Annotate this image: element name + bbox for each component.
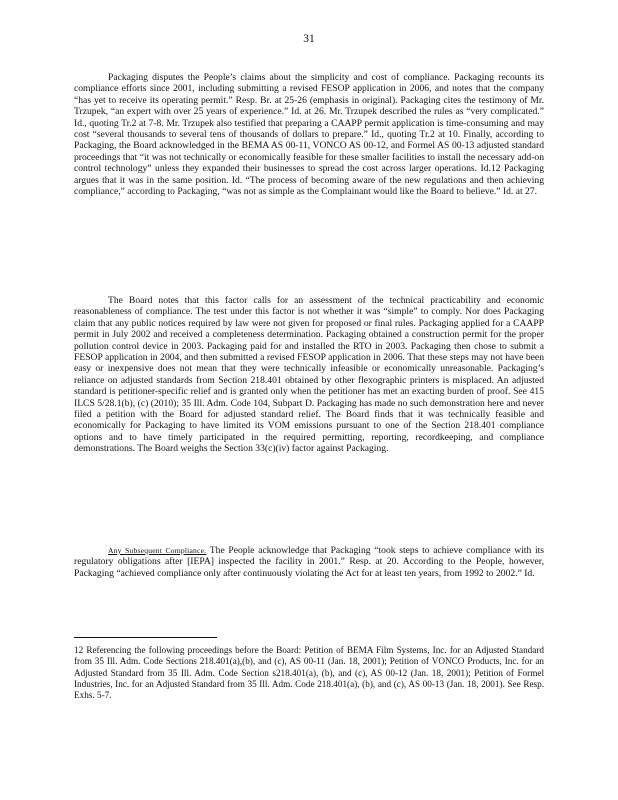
paragraph-board-notes [74, 295, 544, 455]
section-lead-heading: Any Subsequent Compliance. [108, 546, 207, 555]
paragraph-compliance-cost [74, 72, 544, 197]
footnote-separator [74, 637, 217, 638]
paragraph-text [74, 545, 544, 579]
paragraph-text: The Board notes that this factor calls for an assessment of the technical practicability and economic reasonableness of compliance. The test under this factor is not whether it was “simple” to comply. Nor does Packaging claim that any public notices required by law were not given for proposed or final rules. Packaging applied for a CAAPP permit in July 2002 and received a completeness determination. Packaging obtained a construction permit for the proper pollution control device in 2003. Packaging paid for and installed the RTO in 2003. Packaging then chose to submit a FESOP application in 2004, and then submitted a revised FESOP application in 2006. That these steps may not have been easy or inexpensive does not mean that they were technically infeasible or economically unreasonable. Packaging’s reliance on adjusted standards from Section 218.401 obtained by other flexographic printers is misplaced. An adjusted standard is petitioner-specific relief and is granted only when the petitioner has met an exacting burden of proof. See 415 ILCS 5/28.1(b), (c) (2010); 35 Ill. Adm. Code 104, Subpart D. Packaging has made no such demonstration here and never filed a petition with the Board for adjusted standard relief. The Board finds that it was technically feasible and economically for Packaging to have limited its VOM emissions pursuant to one of the Section 218.401 compliance options and to have timely participated in the required permitting, reporting, recordkeeping, and compliance demonstrations. The Board weighs the Section 33(c)(iv) factor against Packaging. [74, 295, 544, 455]
footnote-12 [74, 645, 544, 701]
paragraph-subsequent-compliance [74, 545, 544, 579]
footnote-text: 12 Referencing the following proceedings before the Board: Petition of BEMA Film Systems, Inc. for an Adjusted Standard from 35 Ill. Adm. Code Sections 218.401(a),(b), and (c), AS 00-11 (Jan. 18, 2001); Petition of VONCO Products, Inc. for an Adjusted Standard from 35 Ill. Adm. Code Section s218.401(a), (b), and (c), AS 00-12 (Jan. 18, 2001); Petition of Formel Industries, Inc. for an Adjusted Standard from 35 Ill. Adm. Code 218.401(a), (b), and (c), AS 00-13 (Jan. 18, 2001). See Resp. Exhs. 5-7. [74, 645, 544, 701]
page-number: 31 [303, 33, 315, 45]
paragraph-body: The People acknowledge that Packaging “took steps to achieve compliance with its regulatory obligations after [IEPA] inspected the facility in 2001.” Resp. at 20. According to the People, however, Packaging “achieved compliance only after continuously violating the Act for at least ten years, from 1992 to 2002.” Id. [74, 545, 545, 579]
paragraph-text: Packaging disputes the People’s claims about the simplicity and cost of compliance. Packaging recounts its compliance efforts since 2001, including submitting a revised FESOP application in 2006, and notes that the company “has yet to receive its operating permit.” Resp. Br. at 25-26 (emphasis in original). Packaging cites the testimony of Mr. Trzupek, “an expert with over 25 years of experience.” Id. at 26. Mr. Trzupek described the rules as “very complicated.” Id., quoting Tr.2 at 7-8. Mr. Trzupek also testified that preparing a CAAPP permit application is time-consuming and may cost “several thousands to several tens of thousands of dollars to prepare.” Id., quoting Tr.2 at 10. Finally, according to Packaging, the Board acknowledged in the BEMA AS 00-11, VONCO AS 00-12, and Formel AS 00-13 adjusted standard proceedings that “it was not technically or economically feasible for these smaller facilities to install the necessary add-on control technology” unless they expanded their businesses to spread the cost across larger operations. Id.12 Packaging argues that it was in the same position. Id. “The process of becoming aware of the new regulations and then achieving compliance,” according to Packaging, “was not as simple as the Complainant would like the Board to believe.” Id. at 27. [74, 72, 544, 198]
